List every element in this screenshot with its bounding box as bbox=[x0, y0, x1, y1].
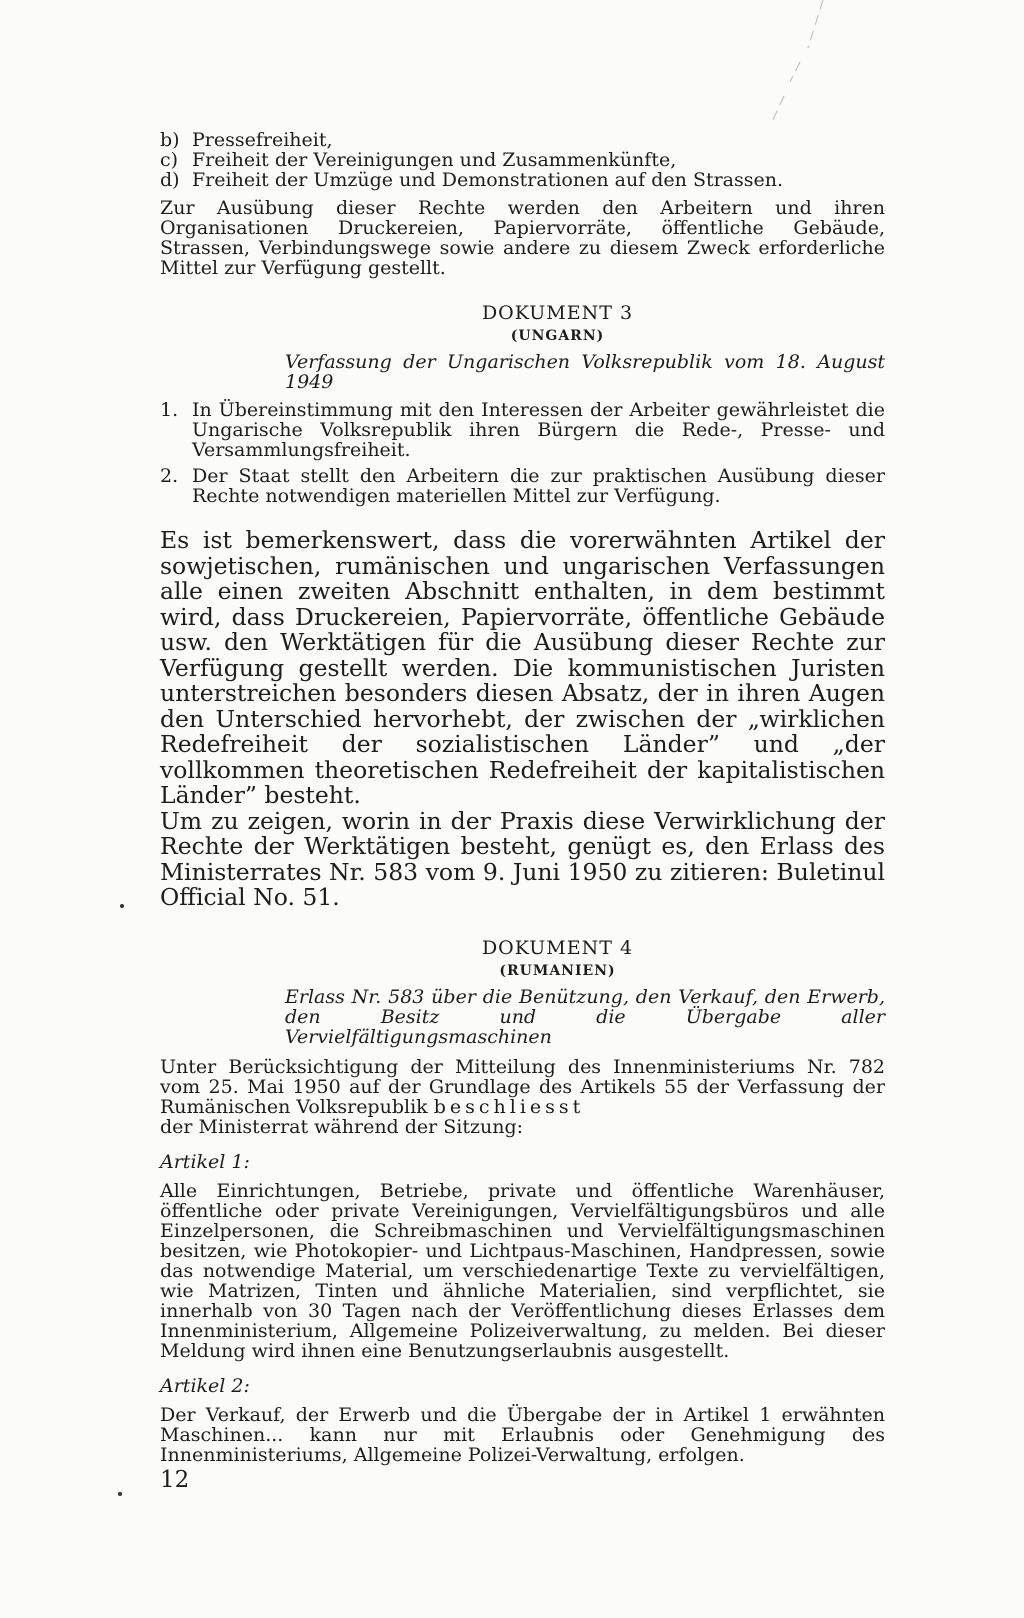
list-item bbox=[160, 150, 885, 170]
list-label: d) bbox=[160, 169, 180, 191]
page-number: 12 bbox=[160, 1467, 190, 1493]
article-2-title: Artikel 2: bbox=[160, 1374, 250, 1397]
list-text: Freiheit der Vereinigungen und Zusammenkünfte, bbox=[192, 149, 677, 171]
doc4-country: (RUMANIEN) bbox=[499, 962, 616, 979]
doc4-intro-text: Unter Berücksichtigung der Mitteilung des Innenministeriums Nr. 782 vom 25. Mai 1950 auf der Grundlage des Artikels 55 der Verfassung der Rumänischen Volksrepublik bbox=[160, 1055, 885, 1118]
list-item bbox=[160, 130, 885, 150]
list-label: 1. bbox=[160, 399, 179, 421]
top-list bbox=[160, 130, 885, 190]
list-item bbox=[160, 400, 885, 460]
document-3 bbox=[160, 302, 885, 506]
list-text: Pressefreiheit, bbox=[192, 129, 333, 151]
doc3-title: DOKUMENT 3 bbox=[481, 302, 634, 324]
list-label: 2. bbox=[160, 465, 179, 487]
article-2-text: Der Verkauf, der Erwerb und die Übergabe der in Artikel 1 erwähnten Maschinen... kann nur mit Erlaubnis oder Genehmigung des Innenministeriums, Allgemeine Polizei-Verwaltung, erfolgen. bbox=[160, 1403, 885, 1466]
body-paragraph: Um zu zeigen, worin in der Praxis diese Verwirklichung der Rechte der Werktätigen besteht, genügt es, den Erlass des Ministerrates Nr. 583 vom 9. Juni 1950 zu zitieren: Buletinul Official No. 51. bbox=[160, 806, 885, 911]
doc4-intro bbox=[160, 1057, 885, 1137]
doc3-country: (UNGARN) bbox=[510, 328, 605, 344]
margin-dot bbox=[118, 902, 126, 910]
top-paragraph: Zur Ausübung dieser Rechte werden den Arbeitern und ihren Organisationen Druckereien, Papiervorräte, öffentliche Gebäude, Strassen, Verbindungswege sowie andere zu diesem Zweck erforderliche Mittel zur Verfügung gestellt. bbox=[160, 197, 885, 279]
doc4-subtitle: Erlass Nr. 583 über die Benützung, den Verkauf, den Erwerb, den Besitz und die Übergabe aller Vervielfältigungsmaschinen bbox=[285, 985, 885, 1048]
article-1-title: Artikel 1: bbox=[160, 1150, 250, 1173]
doc3-subtitle: Verfassung der Ungarischen Volksrepublik vom 18. August 1949 bbox=[285, 351, 885, 393]
list-text: Freiheit der Umzüge und Demonstrationen auf den Strassen. bbox=[192, 169, 784, 191]
article-1-text: Alle Einrichtungen, Betriebe, private und öffentliche Warenhäuser, öffentliche oder private Vereinigungen, Vervielfältigungsbüros und alle Einzelpersonen, die Schreibmaschinen und Vervielfältigungsmaschinen besitzen, wie Photokopier- und Lichtpaus-Maschinen, Handpressen, sowie das notwendige Material, um verschiedenartige Texte zu vervielfältigen, wie Matrizen, Tinten und ähnliche Materialien, sind verpflichtet, sie innerhalb von 30 Tagen nach der Veröffentlichung dieses Erlasses dem Innenministerium, Allgemeine Polizeiverwaltung, zu melden. Bei dieser Meldung wird ihnen eine Benutzungserlaubnis ausgestellt. bbox=[160, 1179, 885, 1362]
list-text: Der Staat stellt den Arbeitern die zur praktischen Ausübung dieser Rechte notwendigen materiellen Mittel zur Verfügung. bbox=[192, 465, 885, 507]
page-content bbox=[160, 130, 885, 1465]
list-item bbox=[160, 170, 885, 190]
document-4 bbox=[160, 937, 885, 1465]
doc4-intro-end: der Ministerrat während der Sitzung: bbox=[160, 1115, 524, 1138]
list-text: In Übereinstimmung mit den Interessen der Arbeiter gewährleistet die Ungarische Volksrepublik ihren Bürgern die Rede-, Presse- und Versammlungsfreiheit. bbox=[192, 399, 885, 461]
list-label: b) bbox=[160, 129, 180, 151]
doc3-list bbox=[160, 400, 885, 506]
doc4-intro-spaced: beschliesst bbox=[433, 1095, 585, 1118]
body-paragraph: Es ist bemerkenswert, dass die vorerwähnten Artikel der sowjetischen, rumänischen und ungarischen Verfassungen alle einen zweiten Abschnitt enthalten, in dem bestimmt wird, dass Druckereien, Papiervorräte, öffentliche Gebäude usw. den Werktätigen für die Ausübung dieser Rechte zur Verfügung gestellt werden. Die kommunistischen Juristen unterstreichen besonders diesen Absatz, der in ihren Augen den Unterschied hervorhebt, der zwischen der „wirklichen Redefreiheit der sozialistischen Länder” und „der vollkommen theoretischen Redefreiheit der kapitalistischen Länder” besteht. bbox=[160, 526, 885, 809]
doc4-title: DOKUMENT 4 bbox=[481, 936, 634, 959]
margin-dot bbox=[116, 1490, 124, 1498]
list-item bbox=[160, 466, 885, 506]
list-label: c) bbox=[160, 149, 179, 171]
